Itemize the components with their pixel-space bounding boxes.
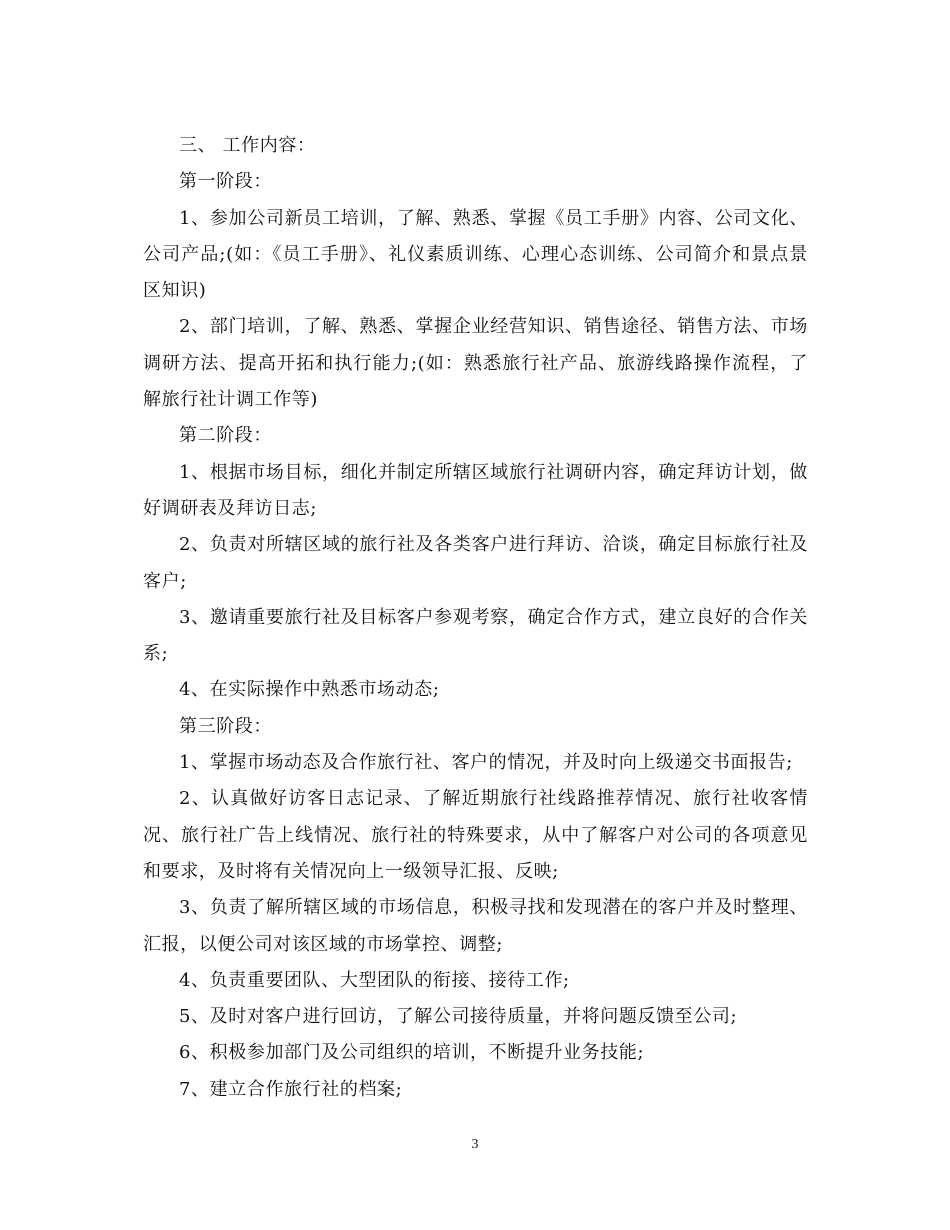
page-number: 3 [471,1137,479,1152]
list-item: 1、掌握市场动态及合作旅行社、客户的情况，并及时向上级递交书面报告; [179,752,793,774]
list-item: 5、及时对客户进行回访，了解公司接待质量，并将问题反馈至公司; [179,1006,738,1028]
list-item: 4、负责重要团队、大型团队的衔接、接待工作; [179,969,570,991]
list-item: 4、在实际操作中熟悉市场动态; [179,679,440,701]
list-item: 1、根据市场目标，细化并制定所辖区域旅行社调研内容，确定拜访计划，做好调研表及拜访日志; [143,461,808,519]
stage-heading-2: 第二阶段： [179,425,272,447]
list-item: 2、部门培训，了解、熟悉、掌握企业经营知识、销售途径、销售方法、市场调研方法、提高开拓和执行能力;(如：熟悉旅行社产品、旅游线路操作流程，了解旅行社计调工作等) [143,316,808,411]
list-item: 3、负责了解所辖区域的市场信息，积极寻找和发现潜在的客户并及时整理、汇报，以便公司对该区域的市场掌控、调整; [143,897,808,955]
list-item: 2、认真做好访客日志记录、了解近期旅行社线路推荐情况、旅行社收客情况、旅行社广告上线情况、旅行社的特殊要求，从中了解客户对公司的各项意见和要求，及时将有关情况向上一级领导汇报、反映; [143,788,808,882]
document-body [143,128,808,1108]
list-item: 3、邀请重要旅行社及目标客户参观考察，确定合作方式，建立良好的合作关系; [143,606,808,665]
list-item: 6、积极参加部门及公司组织的培训，不断提升业务技能; [179,1042,645,1064]
section-heading-work-content: 三、 工作内容： [179,135,316,156]
stage-heading-3: 第三阶段： [179,715,272,737]
list-item: 7、建立合作旅行社的档案; [179,1078,403,1100]
stage-heading-1: 第一阶段： [179,171,272,193]
list-item: 2、负责对所辖区域的旅行社及各类客户进行拜访、洽谈，确定目标旅行社及客户; [143,534,808,592]
list-item: 1、参加公司新员工培训，了解、熟悉、掌握《员工手册》内容、公司文化、公司产品;(如：《员工手册》、礼仪素质训练、心理心态训练、公司简介和景点景区知识) [143,207,808,302]
